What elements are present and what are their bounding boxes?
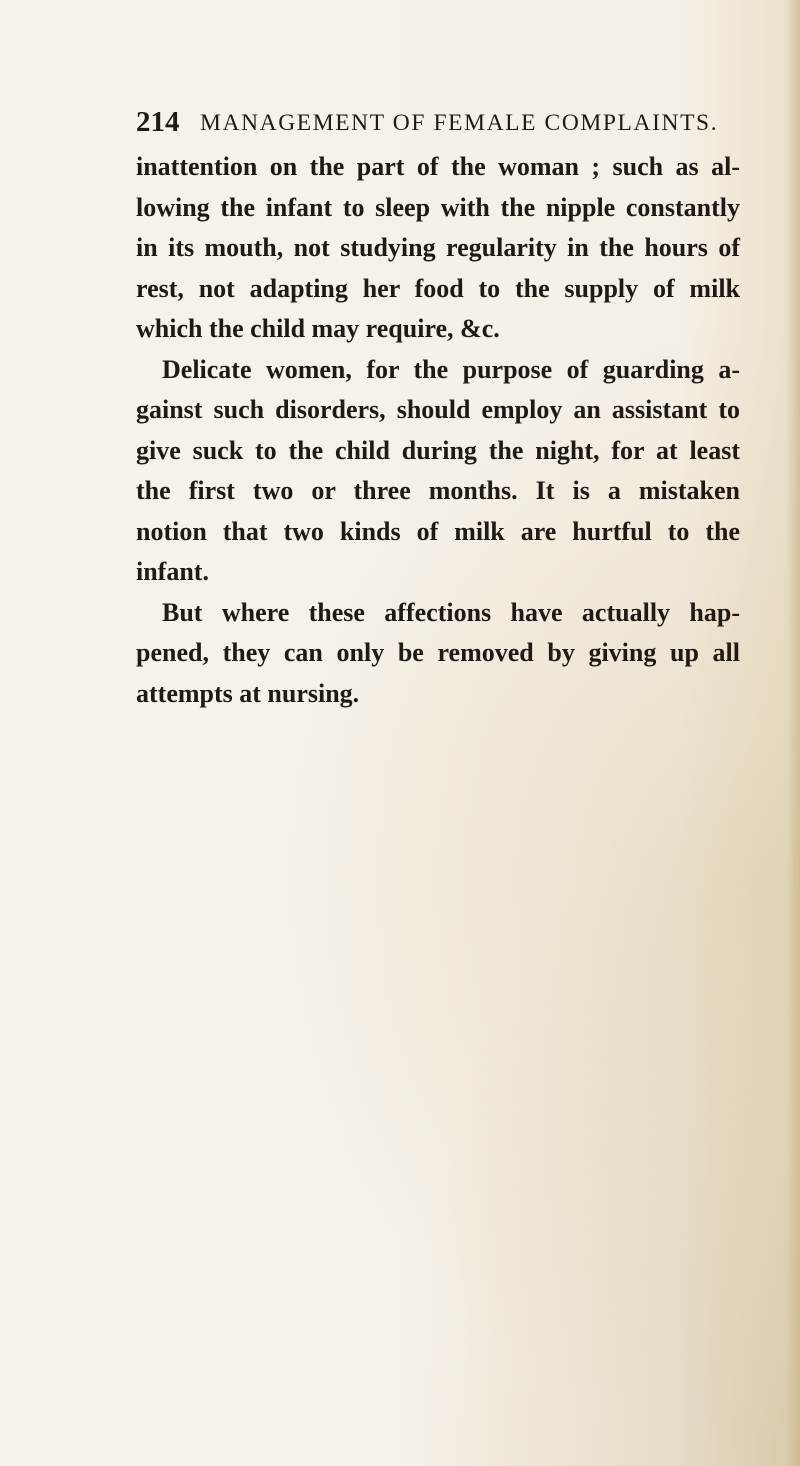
text-line: inattention on the part of the woman ; such as al- (136, 152, 740, 181)
text-line: Delicate women, for the purpose of guarding a- (162, 354, 740, 384)
text-line: notion that two kinds of milk are hurtful to the (136, 516, 740, 546)
text-line: in its mouth, not studying regularity in the hours of (136, 233, 740, 262)
text-line: attempts at nursing. (136, 678, 360, 708)
text-line: which the child may require, &c. (136, 314, 500, 343)
running-head: MANAGEMENT OF FEMALE COMPLAINTS. (200, 110, 719, 136)
text-line: rest, not adapting her food to the supply of milk (136, 273, 740, 303)
text-line: pened, they can only be removed by giving up all (136, 638, 740, 667)
text-line: But where these affections have actually hap- (162, 597, 740, 627)
text-line: give suck to the child during the night, for at least (136, 435, 740, 465)
page-edge-shadow (786, 0, 800, 1466)
page-header (136, 106, 776, 146)
text-line: the first two or three months. It is a mistaken (136, 476, 740, 505)
text-line: gainst such disorders, should employ an assistant to (136, 395, 740, 424)
body-text (136, 147, 740, 714)
page-number: 214 (136, 106, 180, 138)
text-line: lowing the infant to sleep with the nipple constantly (136, 192, 740, 222)
text-line: infant. (136, 557, 209, 586)
